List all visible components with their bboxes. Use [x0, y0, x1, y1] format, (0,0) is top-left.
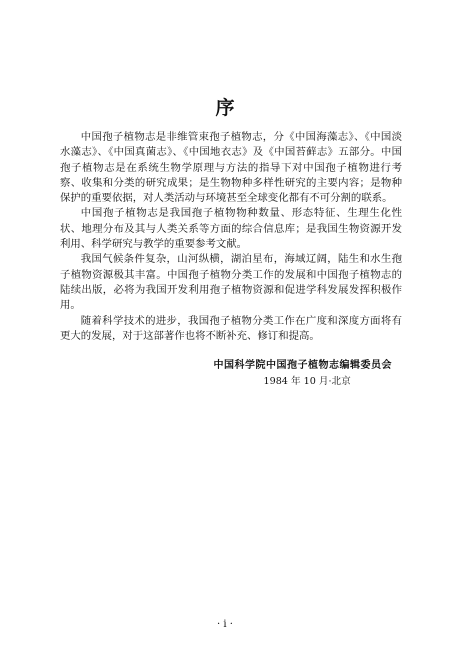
paragraph-1: 中国孢子植物志是非维管束孢子植物志，分《中国海藻志》、《中国淡水藻志》、《中国真菌志》、《中国地衣志》及《中国苔藓志》五部分。中国孢子植物志是在系统生物学原理与方法的指导下对中国孢子植物进行考察、收集和分类的研究成果；是生物物种多样性研究的主要内容；是物种保护的重要依据，对人类活动与环境甚至全球变化都有不可分割的联系。: [60, 131, 402, 205]
paragraph-2: 中国孢子植物志是我国孢子植物物种数量、形态特征、生理生化性状、地理分布及其与人类关系等方面的综合信息库；是我国生物资源开发利用、科学研究与教学的重要参考文献。: [60, 207, 402, 251]
signature-organization: 中国科学院中国孢子植物志编辑委员会: [213, 360, 392, 371]
page-title: 序: [215, 97, 235, 119]
signature-block: [214, 358, 393, 390]
page-number: · i ·: [217, 619, 233, 630]
paragraph-4: 随着科学技术的进步，我国孢子植物分类工作在广度和深度方面将有更大的发展，对于这部著作也将不断补充、修订和提高。: [60, 314, 402, 342]
signature-date-place: 1984 年 10 月·北京: [263, 376, 351, 387]
preface-body: [60, 130, 402, 344]
paragraph-3: 我国气候条件复杂，山河纵横，湖泊星布，海域辽阔，陆生和水生孢子植物资源极其丰富。中国孢子植物分类工作的发展和中国孢子植物志的陆续出版，必将为我国开发利用孢子植物资源和促进学科发展发挥积极作用。: [60, 253, 402, 312]
